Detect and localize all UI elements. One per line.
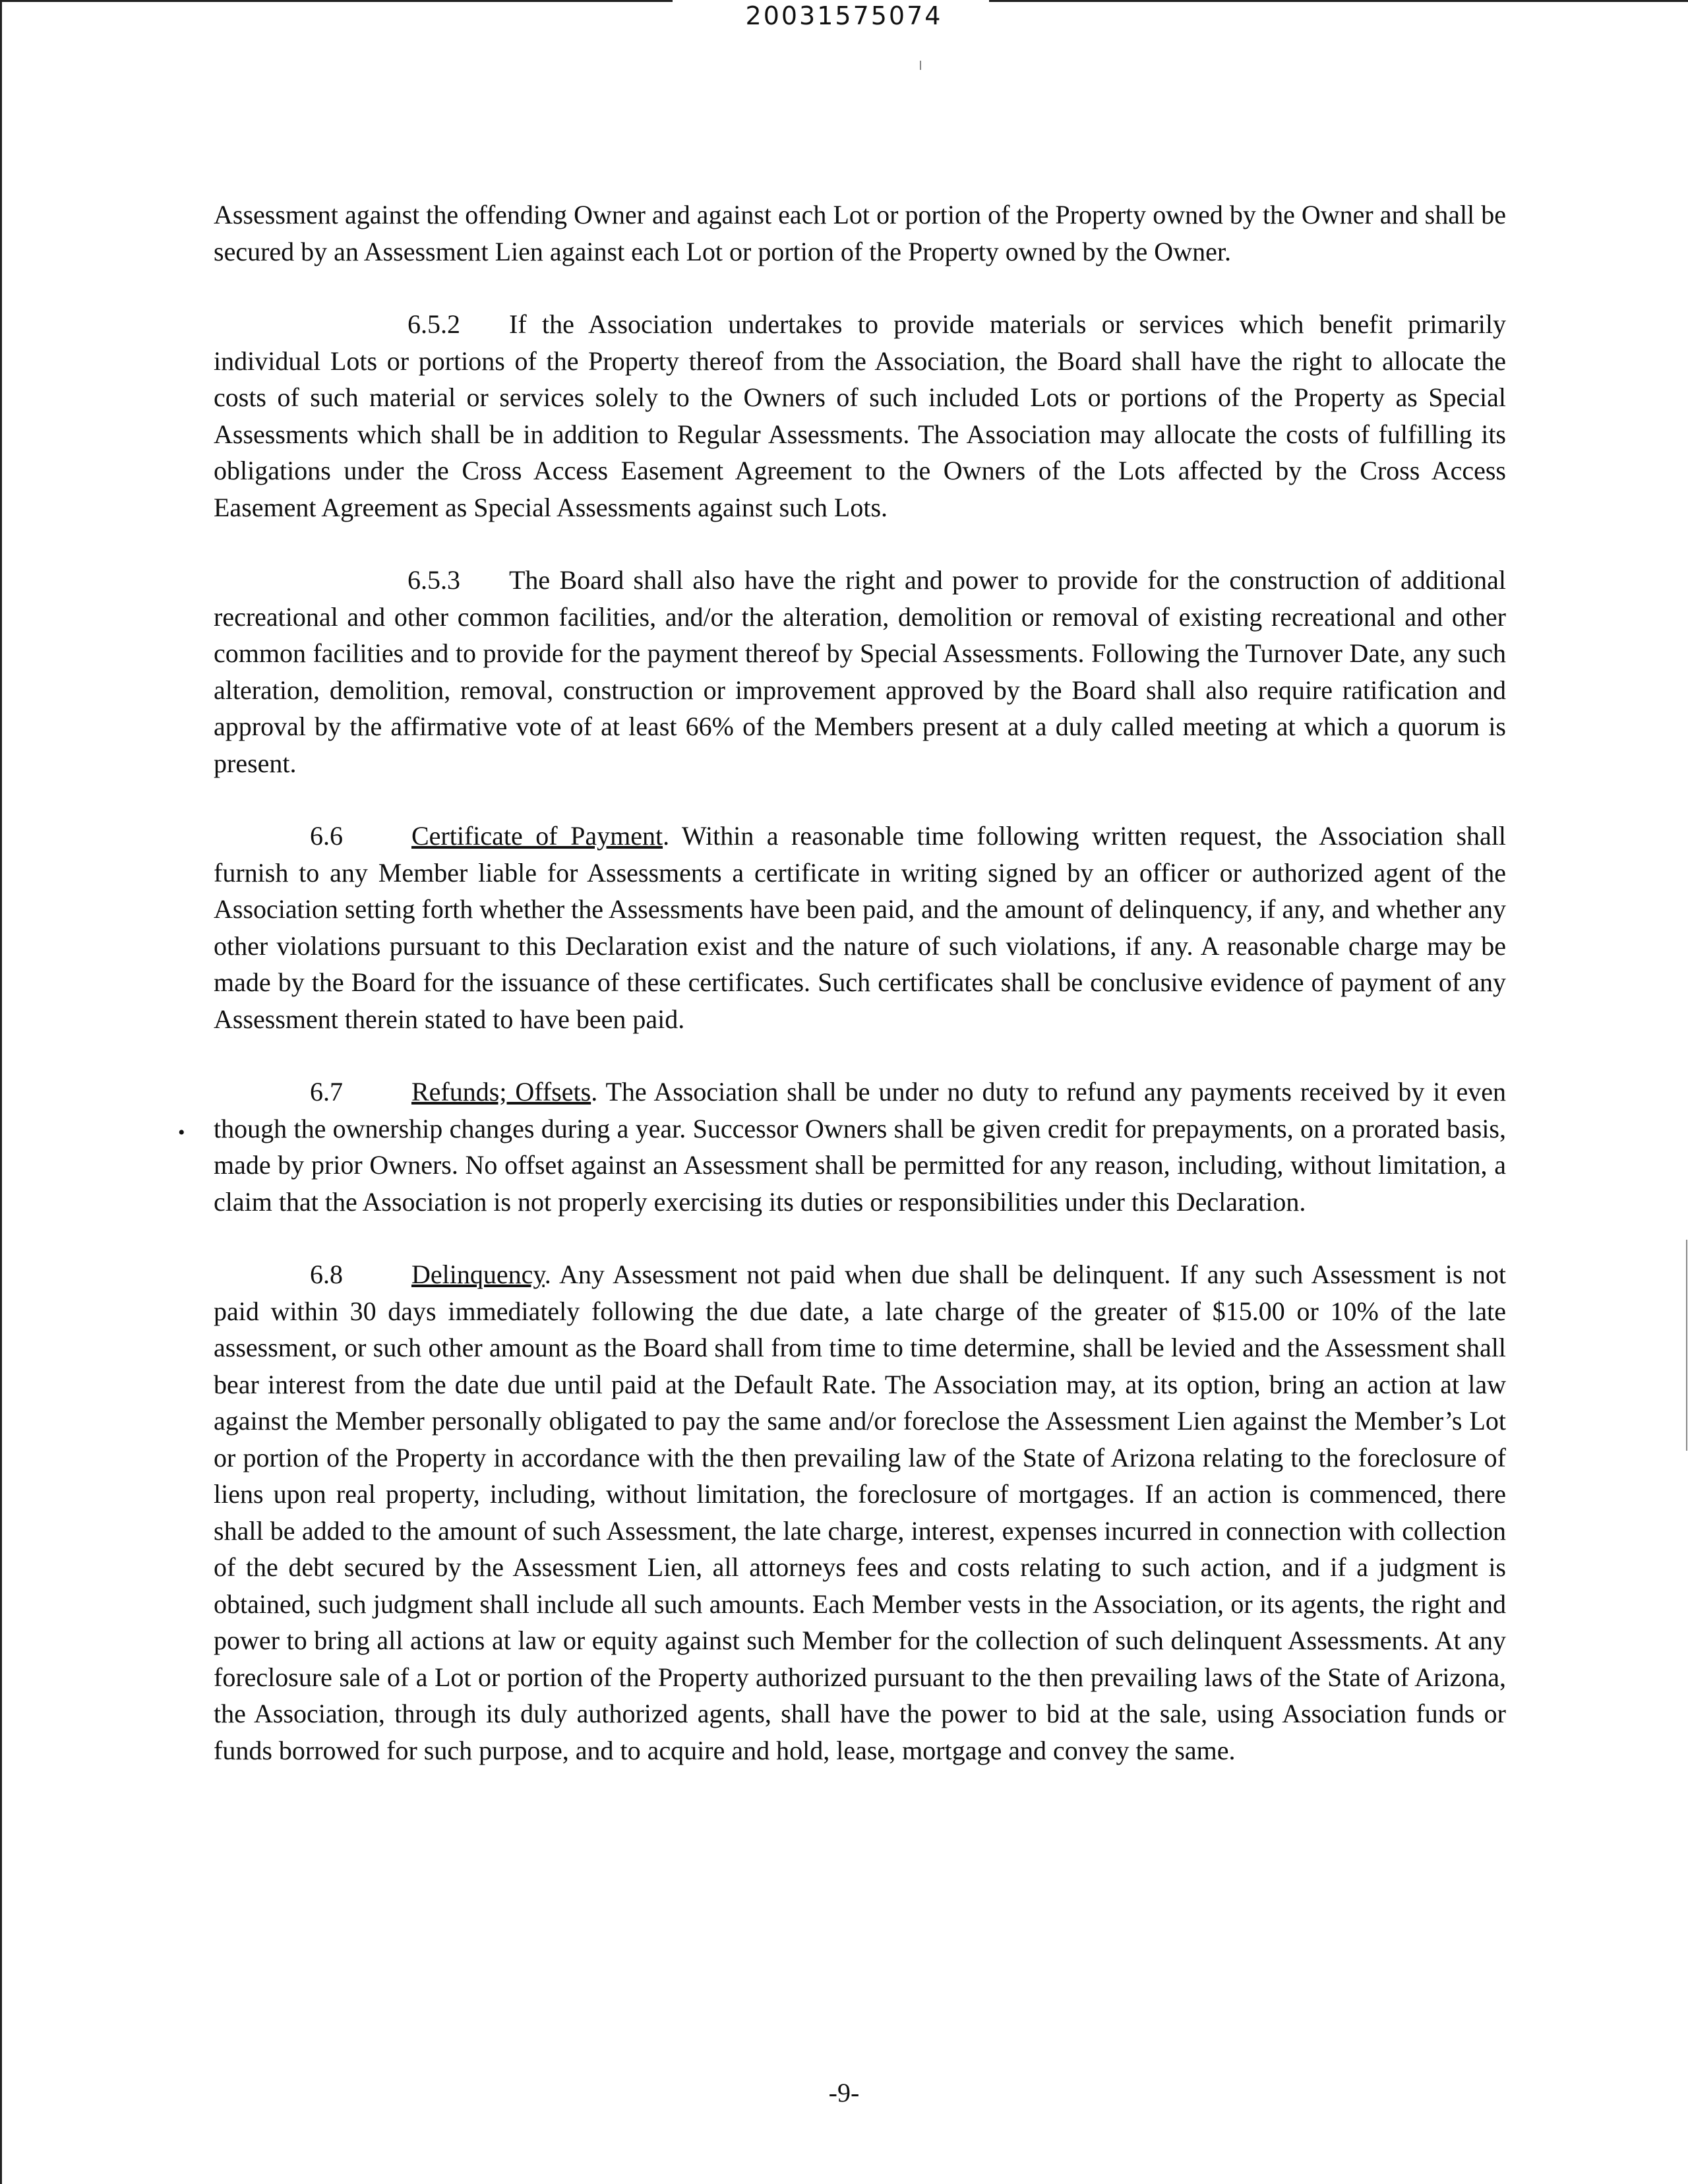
section-text: Any Assessment not paid when due shall be delinquent. If any such Assessment is not paid within 30 days immediately following the due date, a late charge of the greater of $15.00 or 10% of the late assessment, or such other amount as the Board shall from time to time determine, shall be levied and the Assessment shall bear interest from the date due until paid at the Default Rate. The Association may, at its option, bring an action at law against the Member personally obligated to pay the same and/or foreclose the Assessment Lien against the Member’s Lot or portion of the Property in accordance with the then prevailing law of the State of Arizona relating to the foreclosure of liens upon real property, including, without limitation, the foreclosure of mortgages. If an action is commenced, there shall be added to the amount of such Assessment, the late charge, interest, expenses incurred in connection with collection of the debt secured by the Assessment Lien, all attorneys fees and costs relating to such action, and if a judgment is obtained, such judgment shall include all such amounts. Each Member vests in the Association, or its agents, the right and power to bring all actions at law or equity against such Member for the collection of such delinquent Assessments. At any foreclosure sale of a Lot or portion of the Property authorized pursuant to the then prevailing laws of the State of Arizona, the Association, through its duly authorized agents, shall have the power to bid at the sale, using Association funds or funds borrowed for such purpose, and to acquire and hold, lease, mortgage and convey the same. [214,1259,1506,1765]
paragraph-6-8: 6.8 Delinquency. Any Assessment not paid when due shall be delinquent. If any such Assessment is not paid within 30 days immediately following the due date, a late charge of the greater of $15.00 or 10% of the late assessment, or such other amount as the Board shall from time to time determine, shall be levied and the Assessment shall bear interest from the date due until paid at the Default Rate. The Association may, at its option, bring an action at law against the Member personally obligated to pay the same and/or foreclose the Assessment Lien against the Member’s Lot or portion of the Property in accordance with the then prevailing law of the State of Arizona relating to the foreclosure of liens upon real property, including, without limitation, the foreclosure of mortgages. If an action is commenced, there shall be added to the amount of such Assessment, the late charge, interest, expenses incurred in connection with collection of the debt secured by the Assessment Lien, all attorneys fees and costs relating to such action, and if a judgment is obtained, such judgment shall include all such amounts. Each Member vests in the Association, or its agents, the right and power to bring all actions at law or equity against such Member for the collection of such delinquent Assessments. At any foreclosure sale of a Lot or portion of the Property authorized pursuant to the then prevailing laws of the State of Arizona, the Association, through its duly authorized agents, shall have the power to bid at the sale, using Association funds or funds borrowed for such purpose, and to acquire and hold, lease, mortgage and convey the same. [214,1256,1506,1769]
paragraph-continuation: Assessment against the offending Owner and against each Lot or portion of the Property owned by the Owner and shall be secured by an Assessment Lien against each Lot or portion of the Property owned by the Owner. [214,200,1506,266]
paragraph-6-6: 6.6 Certificate of Payment. Within a reasonable time following written request, the Association shall furnish to any Member liable for Assessments a certificate in writing signed by an officer or authorized agent of the Association setting forth whether the Assessments have been paid, and the amount of delinquency, if any, and whether any other violations pursuant to this Declaration exist and the nature of such violations, if any. A reasonable charge may be made by the Board for the issuance of these certificates. Such certificates shall be conclusive evidence of payment of any Assessment therein stated to have been paid. [214,818,1506,1037]
left-border [0,0,2,2184]
section-number: 6.5.2 [407,309,460,339]
scan-edge-mark [1686,1240,1687,1451]
section-text: Within a reasonable time following written request, the Association shall furnish to any Member liable for Assessments a certificate in writing signed by an officer or authorized agent of the Association setting forth whether the Assessments have been paid, and the amount of delinquency, if any, and whether any other violations pursuant to this Declaration exist and the nature of such violations, if any. A reasonable charge may be made by the Board for the issuance of these certificates. Such certificates shall be conclusive evidence of payment of any Assessment therein stated to have been paid. [214,821,1506,1034]
paragraph-6-5-3 [214,562,1506,781]
paragraph-6-7: 6.7 Refunds; Offsets. The Association shall be under no duty to refund any payments received by it even though the ownership changes during a year. Successor Owners shall be given credit for prepayments, on a prorated basis, made by prior Owners. No offset against an Assessment shall be permitted for any reason, including, without limitation, a claim that the Association is not properly exercising its duties or responsibilities under this Declaration. [214,1074,1506,1220]
scan-mark [920,61,921,70]
document-body [214,197,1506,1805]
section-number: 6.8 [310,1259,343,1289]
section-text: The Association shall be under no duty to refund any payments received by it even though the ownership changes during a year. Successor Owners shall be given credit for prepayments, on a prorated basis, made by prior Owners. No offset against an Assessment shall be permitted for any reason, including, without limitation, a claim that the Association is not properly exercising its duties or responsibilities under this Declaration. [214,1077,1506,1217]
section-number: 6.7 [310,1077,343,1107]
section-number: 6.6 [310,821,343,851]
section-text: If the Association undertakes to provide materials or services which benefit primarily individual Lots or portions of the Property thereof from the Association, the Board shall have the right to allocate the costs of such material or services solely to the Owners of such included Lots or portions of the Property as Special Assessments which shall be in addition to Regular Assessments. The Association may allocate the costs of fulfilling its obligations under the Cross Access Easement Agreement to the Owners of the Lots affected by the Cross Access Easement Agreement as Special Assessments against such Lots. [214,309,1506,522]
section-heading: Refunds; Offsets [411,1077,591,1107]
section-heading: Certificate of Payment [411,821,663,851]
page-number: -9- [828,2078,860,2108]
paragraph-6-5-2 [214,306,1506,526]
section-text: The Board shall also have the right and power to provide for the construction of additional recreational and other common facilities, and/or the alteration, demolition or removal of existing recreational and other common facilities and to provide for the payment thereof by Special Assessments. Following the Turnover Date, any such alteration, demolition, removal, construction or improvement approved by the Board shall also require ratification and approval by the affirmative vote of at least 66% of the Members present at a duly called meeting at which a quorum is present. [214,565,1506,778]
section-number: 6.5.3 [407,565,460,595]
margin-dot: • [178,1122,185,1143]
section-heading: Delinquency [411,1259,545,1289]
recording-number: 20031575074 [745,1,943,30]
